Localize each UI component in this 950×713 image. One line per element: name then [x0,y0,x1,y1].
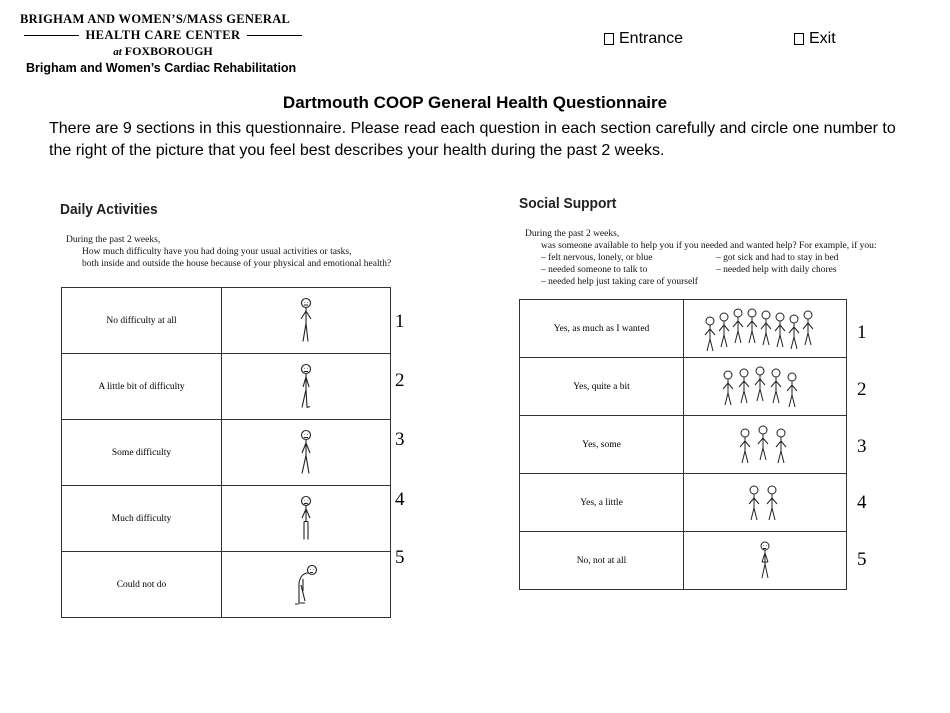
daily-figure-1 [222,288,391,354]
social-figure-5 [684,532,847,590]
daily-score-5[interactable]: 5 [395,547,405,568]
logo-line-1: BRIGHAM AND WOMEN’S/MASS GENERAL [20,12,291,26]
department-name: Brigham and Women’s Cardiac Rehabilitation [26,61,297,75]
daily-q-line-1: During the past 2 weeks, [66,235,161,245]
social-option-2: Yes, quite a bit [520,358,684,416]
daily-option-5: Could not do [62,552,222,618]
exit-checkbox-label: Exit [809,30,836,47]
entrance-checkbox[interactable] [604,30,683,48]
social-q-line-3b: – got sick and had to stay in bed [716,253,839,263]
intro-text: There are 9 sections in this questionnaire. Please read each question in each section carefully and circle one number to the right of the picture that you feel best describes your health during the past 2 weeks. [49,120,896,159]
social-q-line-4a: – needed someone to talk to [541,265,648,275]
daily-figure-3 [222,420,391,486]
social-q-line-3 [525,252,885,264]
social-score-4[interactable]: 4 [857,492,867,513]
exit-checkbox-box[interactable] [794,33,804,45]
logo-line-3 [18,44,308,59]
logo-line-2-text: HEALTH CARE CENTER [85,28,241,42]
social-score-2[interactable]: 2 [857,379,867,400]
entrance-checkbox-label: Entrance [619,30,684,47]
daily-option-2: A little bit of difficulty [62,354,222,420]
daily-activities-title: Daily Activities [60,201,158,218]
social-option-1: Yes, as much as I wanted [520,300,684,358]
group-of-three-icon [737,422,793,468]
standing-figure-icon [291,429,321,477]
logo-line-3-prefix: at [113,46,122,58]
social-figure-3 [684,416,847,474]
exit-checkbox[interactable] [794,30,836,48]
clinic-logo [18,12,308,59]
social-q-line-5: – needed help just taking care of yourself [541,277,698,287]
daily-figure-4 [222,486,391,552]
social-support-title: Social Support [519,195,617,212]
daily-figure-2 [222,354,391,420]
logo-line-2 [18,28,308,43]
social-support-table [519,299,847,590]
social-support-question [525,228,885,288]
daily-activities-question [66,234,391,270]
daily-q-line-3: both inside and outside the house because of your physical and emotional health? [82,259,392,269]
logo-rule-left [24,35,79,36]
standing-figure-icon [291,363,321,411]
social-option-5: No, not at all [520,532,684,590]
daily-score-3[interactable]: 3 [395,429,405,450]
social-figure-2 [684,358,847,416]
page-title: Dartmouth COOP General Health Questionnaire [282,93,668,112]
daily-score-4[interactable]: 4 [395,489,405,510]
social-figure-4 [684,474,847,532]
logo-rule-right [247,35,302,36]
logo-line-3-place: FOXBOROUGH [124,44,213,58]
daily-score-1[interactable]: 1 [395,311,405,332]
pair-of-people-icon [746,480,784,526]
daily-q-line-2: How much difficulty have you had doing your usual activities or tasks, [82,247,352,257]
daily-option-1: No difficulty at all [62,288,222,354]
social-option-4: Yes, a little [520,474,684,532]
social-q-line-3a: – felt nervous, lonely, or blue [541,253,653,263]
social-figure-1 [684,300,847,358]
daily-activities-table [61,287,391,618]
crowd-of-eight-icon [700,306,830,352]
social-q-line-2: was someone available to help you if you needed and wanted help? For example, if you: [541,241,877,251]
daily-option-3: Some difficulty [62,420,222,486]
social-score-1[interactable]: 1 [857,322,867,343]
social-option-3: Yes, some [520,416,684,474]
lone-person-icon [755,538,775,584]
slumped-figure-icon [289,561,323,609]
entrance-checkbox-box[interactable] [604,33,614,45]
social-q-line-4 [525,264,885,276]
standing-figure-icon [291,297,321,345]
social-q-line-4b: – needed help with daily chores [716,265,837,275]
daily-score-2[interactable]: 2 [395,370,405,391]
group-of-five-icon [720,364,810,410]
daily-option-4: Much difficulty [62,486,222,552]
social-score-5[interactable]: 5 [857,549,867,570]
social-score-3[interactable]: 3 [857,436,867,457]
daily-figure-5 [222,552,391,618]
standing-figure-icon [291,495,321,543]
social-q-line-1: During the past 2 weeks, [525,229,620,239]
